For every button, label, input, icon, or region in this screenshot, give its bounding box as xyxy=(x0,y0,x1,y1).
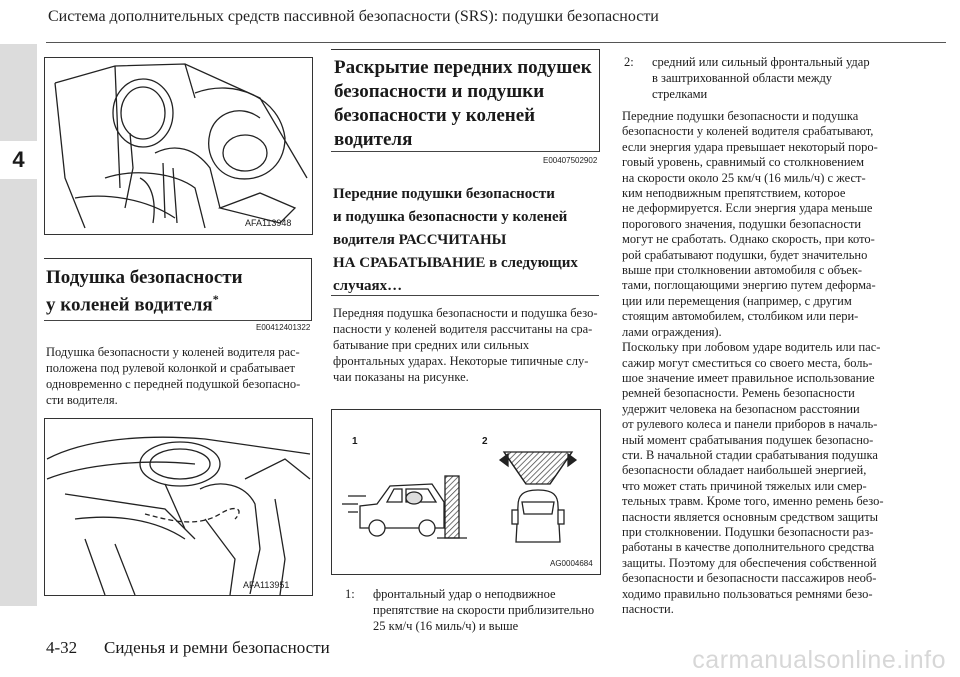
text-line: Подушка безопасности у коленей водителя рас- xyxy=(46,345,300,359)
text-line: работаны в качестве дополнительного средства xyxy=(622,540,875,555)
text-line: положена под рулевой колонкой и срабатывает xyxy=(46,361,295,375)
figure-label-1: 1 xyxy=(352,436,358,447)
footer-section-title: Сиденья и ремни безопасности xyxy=(104,638,330,657)
deployment-heading xyxy=(331,49,600,152)
text-line: Поскольку при лобовом ударе водитель или пас- xyxy=(622,340,881,355)
text-line: стрелками xyxy=(652,87,708,101)
caption-1 xyxy=(345,586,605,636)
text-line: защиты. Поэтому для обеспечения собственной xyxy=(622,555,877,570)
text-line: препятствие на скорости приблизительно xyxy=(373,603,595,617)
chapter-side-strip xyxy=(0,44,37,606)
text-line: сажир могут сместиться со своего места, боль- xyxy=(622,355,873,370)
car-top-view xyxy=(500,452,576,542)
text-line: Передняя подушка безопасности и подушка безо- xyxy=(333,306,598,320)
text-line: ремней безопасности. Ремень безопасности xyxy=(622,386,855,401)
text-line: ции или перемещения (например, с другим xyxy=(622,293,852,308)
text-line: что может стать причиной тяжелых или смер- xyxy=(622,478,867,493)
text-line: ходимо правильно пользоваться ремнями безо- xyxy=(622,586,873,601)
text-line: Передние подушки безопасности и подушка xyxy=(622,109,859,123)
text-line: пасности является основным средством защиты xyxy=(622,509,879,524)
car-side-view xyxy=(342,484,444,536)
watermark-link[interactable]: carmanualsonline.info xyxy=(692,646,946,674)
frontal-impact-illustration xyxy=(331,409,601,575)
text-line: ный момент срабатывания подушек безопасно- xyxy=(622,432,874,447)
knee-airbag-paragraph xyxy=(46,344,316,408)
heading-line: Подушка безопасности xyxy=(46,267,243,288)
chapter-tab: 4 xyxy=(0,141,37,179)
text-line: на скорости около 25 км/ч (16 миль/ч) с жест- xyxy=(622,170,866,185)
text-line: в заштрихованной области между xyxy=(652,71,833,85)
text-line: шое значение имеет правильное использование xyxy=(622,370,875,385)
text-line: стоящим автомобилем, столбиком или пери- xyxy=(622,309,859,324)
heading-line: Раскрытие передних подушек xyxy=(334,57,592,78)
text-line: безопасности у коленей водителя срабатывают, xyxy=(622,124,874,139)
caption-text xyxy=(373,586,594,634)
text-line: рой срабатывают подушки, будет значительно xyxy=(622,247,868,262)
right-column-body xyxy=(622,109,922,617)
heading-line xyxy=(46,292,219,316)
subheading-line: и подушка безопасности у коленей xyxy=(333,209,568,225)
knee-airbag-heading xyxy=(44,258,312,321)
figure-label-2: 2 xyxy=(482,436,488,447)
caption-number: 1: xyxy=(345,587,355,601)
caption-2 xyxy=(624,54,924,104)
caption-text xyxy=(652,54,870,102)
text-line: фронтальный удар о неподвижное xyxy=(373,587,556,601)
subheading-underline xyxy=(331,295,599,296)
airbag-deployment-drawing xyxy=(45,58,312,234)
subheading-line: случаях… xyxy=(333,278,403,294)
text-line: одновременно с передней подушкой безопасно- xyxy=(46,377,301,391)
text-line: порогового значения, подушки безопасности xyxy=(622,216,862,231)
figure-code: AG0004684 xyxy=(550,559,593,568)
text-line: от рулевого колеса и панели приборов в началь- xyxy=(622,417,878,432)
page-header-title: Система дополнительных средств пассивной безопасности (SRS): подушки безопасности xyxy=(48,8,659,25)
heading-underline xyxy=(44,320,311,321)
text-line: тельных травм. Кроме того, именно ремень безо- xyxy=(622,494,884,509)
text-line: при столкновении. Подушки безопасности раз- xyxy=(622,524,874,539)
heading-line: водителя xyxy=(334,129,413,150)
text-line: фронтальных ударах. Некоторые типичные слу- xyxy=(333,354,589,368)
caption-number: 2: xyxy=(624,55,634,69)
text-line: пасности. xyxy=(622,602,674,616)
text-line: если энергия удара превышает некоторый поро- xyxy=(622,139,878,154)
subheading-line: НА СРАБАТЫВАНИЕ в следующих xyxy=(333,255,578,271)
text-line: сти. В начальной стадии срабатывания подушка xyxy=(622,447,878,462)
heading-underline xyxy=(331,151,599,152)
knee-airbag-deployed-illustration xyxy=(44,57,313,235)
text-line: безопасности и безопасности пассажиров необ- xyxy=(622,571,877,586)
text-line: могут не сработать. Однако скорость, при кото- xyxy=(622,232,875,247)
text-line: 25 км/ч (16 миль/ч) и выше xyxy=(373,619,519,633)
text-line: говый уровень, сравнимый со столкновением xyxy=(622,155,865,170)
text-line: сти водителя. xyxy=(46,393,118,407)
figure-code: AFA113948 xyxy=(245,218,292,228)
text-line: лами ограждения). xyxy=(622,324,722,339)
frontal-impact-drawing xyxy=(332,410,600,574)
text-line: батывание при средних или сильных xyxy=(333,338,530,352)
text-line: удержит человека на безопасном расстоянии xyxy=(622,401,860,416)
subheading-line: Передние подушки безопасности xyxy=(333,186,555,202)
knee-airbag-location-drawing xyxy=(45,419,312,595)
section-code: E00412401322 xyxy=(256,323,311,332)
text-line: выше при столкновении автомобиля с объек- xyxy=(622,263,863,278)
deployment-subheading xyxy=(333,183,603,298)
knee-airbag-location-illustration xyxy=(44,418,313,596)
heading-line: безопасности у коленей xyxy=(334,105,536,126)
text-line: тами, поглощающими энергию путем деформа- xyxy=(622,278,876,293)
figure-code: AFA113951 xyxy=(243,580,290,590)
header-rule xyxy=(46,42,946,43)
heading-line-text: у коленей водителя xyxy=(46,294,213,316)
heading-line: безопасности и подушки xyxy=(334,81,545,102)
text-line: чаи показаны на рисунке. xyxy=(333,370,469,384)
text-line: не деформируется. Если энергия удара меньше xyxy=(622,201,873,216)
text-line: ким неподвижным препятствием, которое xyxy=(622,186,846,201)
text-line: безопасности обладает наибольшей энергией, xyxy=(622,463,867,478)
deployment-paragraph xyxy=(333,305,605,385)
text-line: пасности у коленей водителя рассчитаны на сра- xyxy=(333,322,593,336)
section-code: E00407502902 xyxy=(543,156,598,165)
asterisk: * xyxy=(212,292,219,306)
subheading-line: водителя РАССЧИТАНЫ xyxy=(333,232,507,248)
text-line: средний или сильный фронтальный удар xyxy=(652,55,870,69)
page-number: 4-32 xyxy=(46,638,78,657)
